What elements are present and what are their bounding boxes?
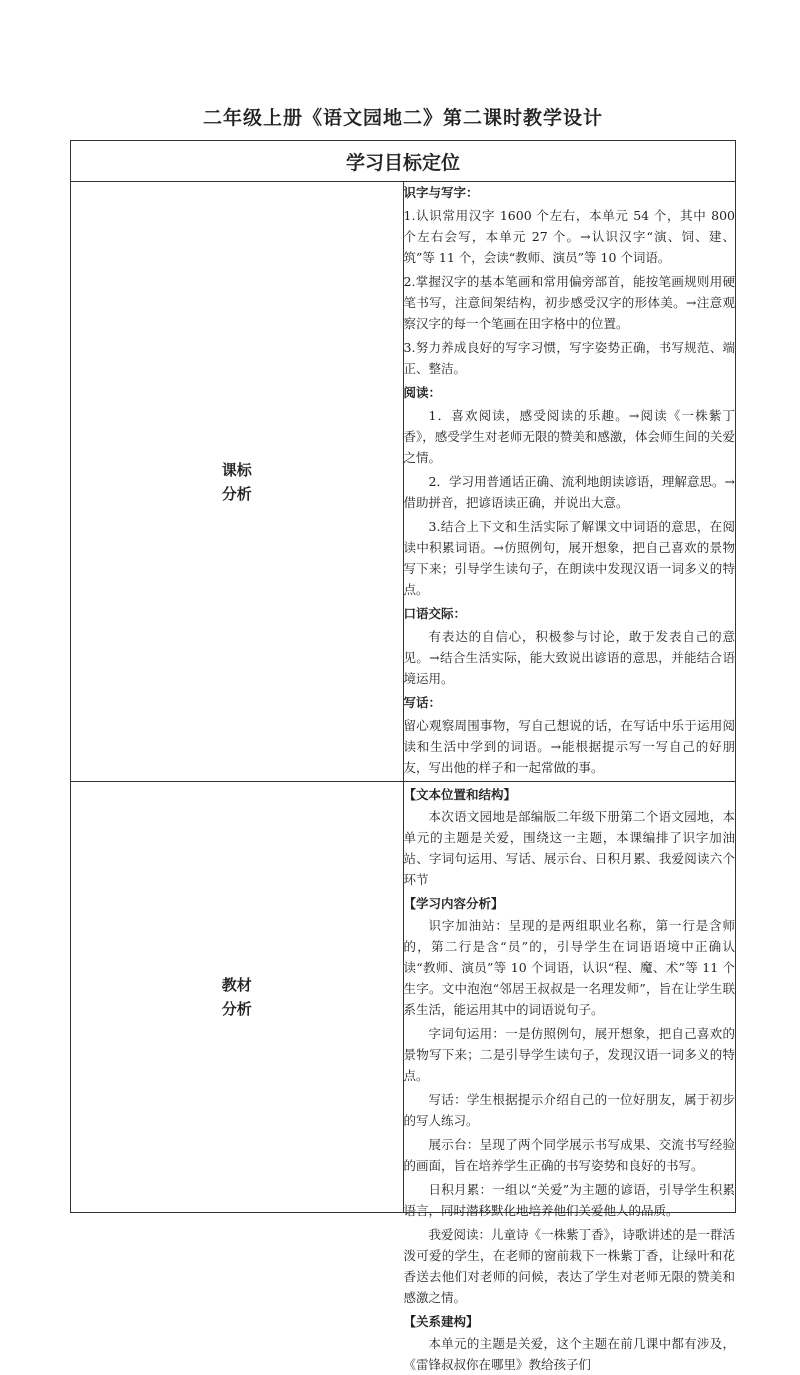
- document-title: 二年级上册《语文园地二》第二课时教学设计: [202, 107, 603, 129]
- section-header-row: [71, 141, 736, 182]
- curriculum-analysis-row: [71, 182, 736, 782]
- row-label-curriculum: 课标 分析: [71, 182, 404, 782]
- content-para: 展示台：呈现了两个同学展示书写成果、交流书写经验的画面，旨在培养学生正确的书写姿势和良好的书写。: [403, 1137, 735, 1173]
- literacy-heading: 识字与写字：: [403, 185, 479, 200]
- row-label-textbook: 教材 分析: [71, 782, 404, 1213]
- oral-heading: 口语交际：: [403, 606, 467, 621]
- writing-heading: 写话：: [403, 695, 442, 710]
- textbook-analysis-content: [403, 782, 736, 1372]
- position-heading: 【文本位置和结构】: [403, 787, 517, 802]
- textbook-analysis-row: [71, 782, 736, 1213]
- content-para: 写话：学生根据提示介绍自己的一位好朋友，属于初步的写人练习。: [403, 1092, 735, 1128]
- position-text: 本次语文园地是部编版二年级下册第二个语文园地，本单元的主题是关爱，围绕这一主题，本课编排了识字加油站、字词句运用、写话、展示台、日积月累、我爱阅读六个环节: [403, 809, 735, 887]
- oral-text: 有表达的自信心，积极参与讨论，敢于发表自己的意见。→结合生活实际，能大致说出谚语的意思，并能结合语境运用。: [403, 629, 735, 686]
- content-para: 识字加油站：呈现的是两组职业名称，第一行是含师的，第二行是含“员”的，引导学生在词语语境中正确认读“教师、演员”等 10 个词语，认识“程、魔、术”等 11 个生字。文中泡泡“邻居王叔叔是一名理发师”，旨在让学生联系生活，能运用其中的词语说句子。: [403, 918, 735, 1017]
- writing-text: 留心观察周围事物，写自己想说的话，在写话中乐于运用阅读和生活中学到的词语。→能根据提示写一写自己的好朋友，写出他的样子和一起常做的事。: [403, 718, 735, 775]
- lesson-design-table: [70, 140, 736, 1372]
- content-para: 我爱阅读：儿童诗《一株紫丁香》，诗歌讲述的是一群活泼可爱的学生，在老师的窗前栽下一株紫丁香，让绿叶和花香送去他们对老师的问候，表达了学生对老师无限的赞美和感激之情。: [403, 1227, 735, 1305]
- content-heading: 【学习内容分析】: [403, 896, 504, 911]
- literacy-item: 2.掌握汉字的基本笔画和常用偏旁部首，能按笔画规则用硬笔书写，注意间架结构，初步感受汉字的形体美。→注意观察汉字的每一个笔画在田字格中的位置。: [403, 274, 735, 331]
- content-para: 日积月累：一组以“关爱”为主题的谚语，引导学生积累语言，同时潜移默化地培养他们关爱他人的品质。: [403, 1182, 735, 1218]
- reading-heading: 阅读：: [403, 385, 442, 400]
- literacy-item: 3.努力养成良好的写字习惯，写字姿势正确，书写规范、端正、整洁。: [403, 340, 735, 376]
- curriculum-analysis-content: [403, 182, 736, 782]
- literacy-item: 1.认识常用汉字 1600 个左右，本单元 54 个，其中 800 个左右会写，本单元 27 个。→认识汉字“演、饲、建、筑”等 11 个，会读“教师、演员”等 10 个词语。: [403, 208, 735, 265]
- relation-heading: 【关系建构】: [403, 1314, 479, 1329]
- reading-item: 3.结合上下文和生活实际了解课文中词语的意思，在阅读中积累词语。→仿照例句，展开想象，把自己喜欢的景物写下来；引导学生读句子，在朗读中发现汉语一词多义的特点。: [403, 519, 735, 597]
- reading-item: 1．喜欢阅读，感受阅读的乐趣。→阅读《一株紫丁香》，感受学生对老师无限的赞美和感激，体会师生间的关爱之情。: [403, 408, 735, 465]
- relation-text: 本单元的主题是关爱，这个主题在前几课中都有涉及，《雷锋叔叔你在哪里》教给孩子们: [403, 1336, 735, 1372]
- content-para: 字词句运用：一是仿照例句，展开想象，把自己喜欢的景物写下来；二是引导学生读句子，发现汉语一词多义的特点。: [403, 1026, 735, 1083]
- reading-item: 2．学习用普通话正确、流利地朗读谚语，理解意思。→借助拼音，把谚语读正确，并说出大意。: [403, 474, 735, 510]
- section-header: 学习目标定位: [71, 141, 736, 182]
